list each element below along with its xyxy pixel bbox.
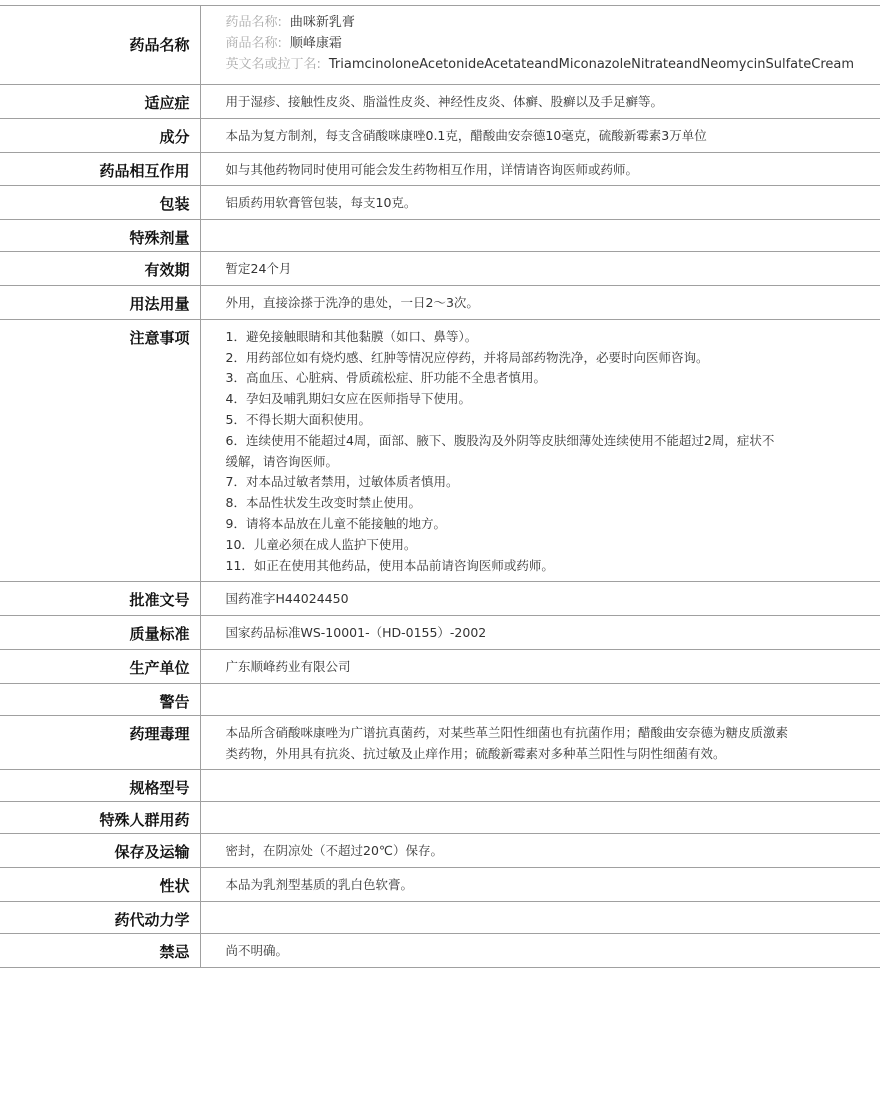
value-appearance: 本品为乳剂型基质的乳白色软膏。	[200, 868, 880, 902]
row-interactions	[0, 152, 880, 186]
label-warning: 警告	[0, 683, 200, 715]
precaution-item: 1．避免接触眼睛和其他黏膜（如口、鼻等）。	[225, 328, 478, 344]
value-pharmacology: 本品所含硝酸咪康唑为广谱抗真菌药，对某些革兰阳性细菌也有抗菌作用；醋酸曲安奈德为糖皮质激素类药物，外用具有抗炎、抗过敏及止痒作用；硫酸新霉素对多种革兰阳性与阴性细菌有效。	[200, 715, 880, 770]
value-indication: 用于湿疹、接触性皮炎、脂溢性皮炎、神经性皮炎、体癣、股癣以及手足癣等。	[200, 85, 880, 119]
value-storage: 密封，在阴凉处（不超过20℃）保存。	[200, 834, 880, 868]
label-standard: 质量标准	[0, 616, 200, 650]
label-ingredients: 成分	[0, 118, 200, 152]
value-spec	[200, 770, 880, 802]
value-approval: 国药准字H44024450	[200, 582, 880, 616]
value-package: 铝质药用软膏管包装，每支10克。	[200, 186, 880, 220]
precaution-item: 6．连续使用不能超过4周，面部、腋下、腹股沟及外阴等皮肤细薄处连续使用不能超过2周，症状不缓解，请咨询医师。	[225, 432, 775, 469]
precaution-item: 4．孕妇及哺乳期妇女应在医师指导下使用。	[225, 391, 471, 407]
generic-name-value: 曲咪新乳膏	[289, 15, 355, 30]
label-contraindications: 禁忌	[0, 933, 200, 967]
label-approval: 批准文号	[0, 582, 200, 616]
label-interactions: 药品相互作用	[0, 152, 200, 186]
row-warning	[0, 683, 880, 715]
value-special-population	[200, 802, 880, 834]
row-special-dosage	[0, 220, 880, 252]
label-package: 包装	[0, 186, 200, 220]
drug-names-cell	[200, 6, 880, 85]
english-name-key: 英文名或拉丁名:	[225, 56, 321, 72]
trade-name-line	[226, 34, 821, 55]
value-expiry: 暂定24个月	[200, 252, 880, 286]
drug-info-table	[0, 5, 880, 968]
precaution-item: 9．请将本品放在儿童不能接触的地方。	[225, 515, 446, 531]
precaution-item: 8．本品性状发生改变时禁止使用。	[225, 495, 421, 511]
row-ingredients	[0, 118, 880, 152]
label-indication: 适应症	[0, 85, 200, 119]
value-standard: 国家药品标准WS-10001-（HD-0155）-2002	[200, 616, 880, 650]
english-name-line	[225, 55, 855, 76]
value-usage: 外用，直接涂搽于洗净的患处，一日2～3次。	[200, 285, 880, 319]
precaution-item: 5．不得长期大面积使用。	[225, 411, 371, 427]
trade-name-key: 商品名称:	[225, 35, 282, 51]
row-package	[0, 186, 880, 220]
value-pharmacokinetics	[200, 901, 880, 933]
label-pharmacology: 药理毒理	[0, 715, 200, 770]
english-name-value: TriamcinoloneAcetonideAcetateandMiconazoleNitrateandNeomycinSulfateCream	[328, 56, 855, 72]
precaution-item: 11．如正在使用其他药品，使用本品前请咨询医师或药师。	[225, 557, 554, 573]
row-approval	[0, 582, 880, 616]
label-appearance: 性状	[0, 868, 200, 902]
row-usage	[0, 285, 880, 319]
value-contraindications: 尚不明确。	[200, 933, 880, 967]
row-precautions	[0, 319, 880, 582]
row-manufacturer	[0, 649, 880, 683]
label-drug-name: 药品名称	[0, 6, 200, 85]
label-special-population: 特殊人群用药	[0, 802, 200, 834]
row-storage	[0, 834, 880, 868]
row-pharmacokinetics	[0, 901, 880, 933]
value-warning	[200, 683, 880, 715]
value-precautions	[200, 319, 880, 582]
row-contraindications	[0, 933, 880, 967]
value-ingredients: 本品为复方制剂，每支含硝酸咪康唑0.1克，醋酸曲安奈德10毫克，硫酸新霉素3万单位	[200, 118, 880, 152]
label-precautions: 注意事项	[0, 319, 200, 582]
label-expiry: 有效期	[0, 252, 200, 286]
row-standard	[0, 616, 880, 650]
label-special-dosage: 特殊剂量	[0, 220, 200, 252]
precaution-item: 10．儿童必须在成人监护下使用。	[225, 536, 417, 552]
row-pharmacology	[0, 715, 880, 770]
row-indication	[0, 85, 880, 119]
trade-name-value: 顺峰康霜	[289, 35, 342, 51]
generic-name-key: 药品名称:	[225, 15, 282, 30]
label-usage: 用法用量	[0, 285, 200, 319]
value-special-dosage	[200, 220, 880, 252]
row-expiry	[0, 252, 880, 286]
label-manufacturer: 生产单位	[0, 649, 200, 683]
row-special-population	[0, 802, 880, 834]
label-pharmacokinetics: 药代动力学	[0, 901, 200, 933]
label-storage: 保存及运输	[0, 834, 200, 868]
row-appearance	[0, 868, 880, 902]
precaution-item: 7．对本品过敏者禁用，过敏体质者慎用。	[225, 474, 459, 490]
value-interactions: 如与其他药物同时使用可能会发生药物相互作用，详情请咨询医师或药师。	[200, 152, 880, 186]
row-spec	[0, 770, 880, 802]
generic-name-line	[226, 13, 821, 34]
value-manufacturer: 广东顺峰药业有限公司	[200, 649, 880, 683]
precaution-item: 3．高血压、心脏病、骨质疏松症、肝功能不全患者慎用。	[225, 370, 546, 386]
label-spec: 规格型号	[0, 770, 200, 802]
precaution-item: 2．用药部位如有烧灼感、红肿等情况应停药，并将局部药物洗净，必要时向医师咨询。	[225, 349, 709, 365]
row-drug-names	[0, 6, 880, 85]
